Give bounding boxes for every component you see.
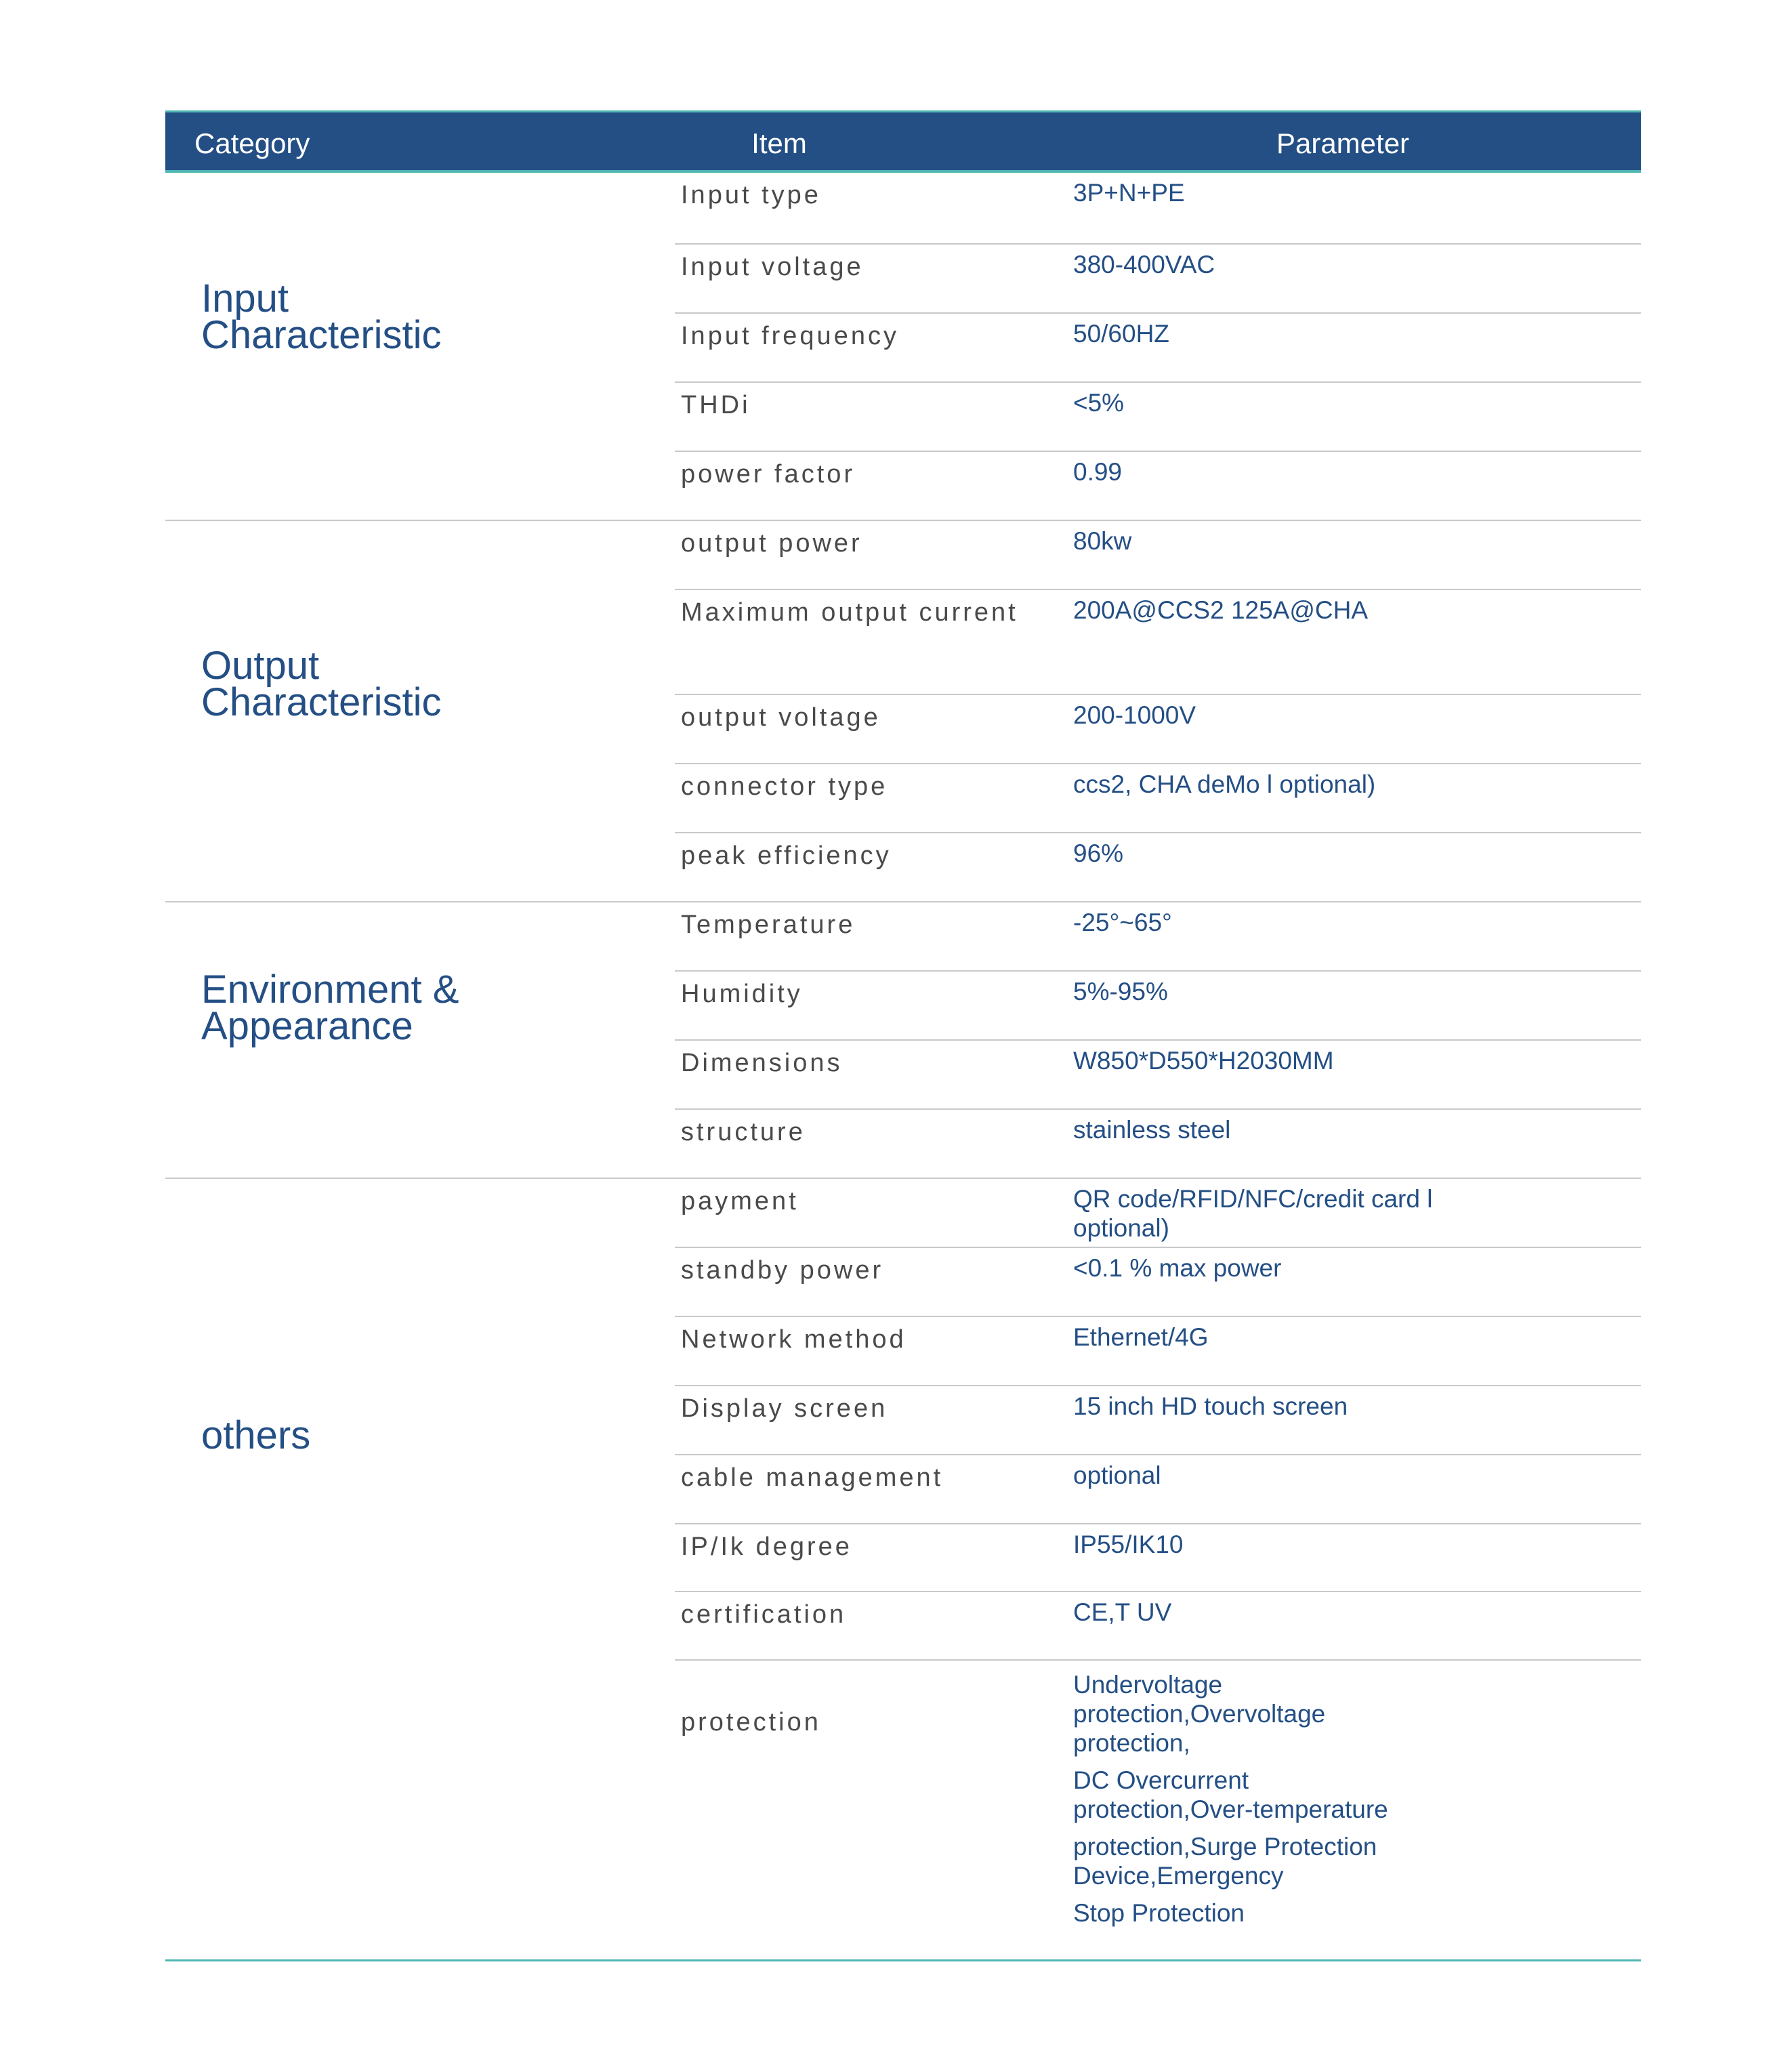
parameter-value: IP55/IK10 <box>1073 1531 1184 1558</box>
table-row <box>675 314 1641 383</box>
parameter-value: 5%-95% <box>1073 978 1168 1005</box>
item-label: IP/Ik degree <box>681 1533 852 1561</box>
category-label: Input Characteristic <box>201 276 442 357</box>
parameter-value <box>1073 1670 1547 1928</box>
table-row <box>675 833 1641 902</box>
parameter-value: <0.1 % max power <box>1073 1254 1282 1282</box>
parameter-value: stainless steel <box>1073 1116 1231 1144</box>
item-label: Input type <box>681 181 821 209</box>
table-row <box>675 1592 1641 1661</box>
table-row <box>675 695 1641 764</box>
header-category: Category <box>194 127 310 159</box>
item-label: output power <box>681 529 862 558</box>
table-row <box>675 1041 1641 1110</box>
item-label: Display screen <box>681 1394 888 1423</box>
item-label: payment <box>681 1187 799 1215</box>
spec-table <box>165 110 1641 1961</box>
table-row <box>675 1110 1641 1178</box>
table-row <box>675 245 1641 314</box>
parameter-value: 0.99 <box>1073 458 1123 486</box>
item-label: connector type <box>681 772 888 801</box>
table-row <box>675 972 1641 1041</box>
parameter-line: Stop Protection <box>1073 1899 1245 1927</box>
table-row <box>675 1661 1641 1961</box>
table-row <box>675 1179 1641 1248</box>
item-label: peak efficiency <box>681 841 892 870</box>
parameter-line: protection,Surge Protection <box>1073 1833 1377 1860</box>
parameter-value: W850*D550*H2030MM <box>1073 1047 1334 1075</box>
group-output-characteristic <box>165 521 1641 902</box>
parameter-value <box>1073 1184 1547 1243</box>
parameter-value: <5% <box>1073 389 1125 417</box>
item-label: protection <box>681 1708 821 1736</box>
item-label: THDi <box>681 391 751 419</box>
parameter-value: 15 inch HD touch screen <box>1073 1392 1348 1420</box>
item-label: Network method <box>681 1325 907 1354</box>
parameter-line: Undervoltage <box>1073 1671 1223 1699</box>
category-label: Environment & Appearance <box>201 968 459 1048</box>
table-row <box>675 521 1641 590</box>
parameter-line: optional) <box>1073 1214 1169 1242</box>
parameter-value: 96% <box>1073 839 1124 867</box>
parameter-value: 380-400VAC <box>1073 251 1215 278</box>
table-row <box>675 590 1641 695</box>
item-label: power factor <box>681 460 856 488</box>
item-label: Input voltage <box>681 253 864 281</box>
parameter-value: 200-1000V <box>1073 701 1196 729</box>
group-environment-appearance <box>165 902 1641 1179</box>
table-row <box>675 1248 1641 1317</box>
item-label: cable management <box>681 1463 944 1492</box>
parameter-value: Ethernet/4G <box>1073 1323 1209 1351</box>
table-row <box>675 173 1641 245</box>
table-row <box>675 1524 1641 1592</box>
item-label: structure <box>681 1118 806 1146</box>
group-input-characteristic <box>165 173 1641 521</box>
parameter-value: CE,T UV <box>1073 1598 1172 1626</box>
parameter-line: DC Overcurrent <box>1073 1766 1249 1794</box>
header-item: Item <box>751 127 807 159</box>
item-label: standby power <box>681 1256 884 1285</box>
item-label: Humidity <box>681 980 803 1008</box>
parameter-value: 80kw <box>1073 527 1132 555</box>
table-row <box>675 764 1641 833</box>
item-label: certification <box>681 1600 847 1629</box>
category-label: Output Characteristic <box>201 644 442 724</box>
item-label: Temperature <box>681 911 856 939</box>
parameter-value: ccs2, CHA deMo l optional) <box>1073 770 1376 798</box>
item-label: Input frequency <box>681 322 899 350</box>
parameter-value: 3P+N+PE <box>1073 179 1185 207</box>
table-row <box>675 383 1641 452</box>
parameter-line: QR code/RFID/NFC/credit card l <box>1073 1185 1433 1213</box>
group-others <box>165 1179 1641 1961</box>
parameter-line: protection,Over-temperature <box>1073 1795 1388 1823</box>
category-label: others <box>201 1413 311 1457</box>
table-row <box>675 452 1641 520</box>
parameter-value: 50/60HZ <box>1073 320 1169 348</box>
table-row <box>675 902 1641 972</box>
table-row <box>675 1455 1641 1524</box>
table-header <box>165 110 1641 173</box>
item-label: Maximum output current <box>681 598 1018 627</box>
parameter-line: protection,Overvoltage <box>1073 1700 1326 1728</box>
table-row <box>675 1317 1641 1386</box>
parameter-value: optional <box>1073 1461 1161 1489</box>
parameter-line: protection, <box>1073 1729 1190 1757</box>
table-row <box>675 1386 1641 1455</box>
header-parameter: Parameter <box>1276 127 1410 159</box>
parameter-line: Device,Emergency <box>1073 1862 1284 1890</box>
parameter-value: 200A@CCS2 125A@CHA <box>1073 596 1369 624</box>
parameter-value: -25°~65° <box>1073 909 1172 936</box>
item-label: Dimensions <box>681 1049 843 1077</box>
item-label: output voltage <box>681 703 881 732</box>
